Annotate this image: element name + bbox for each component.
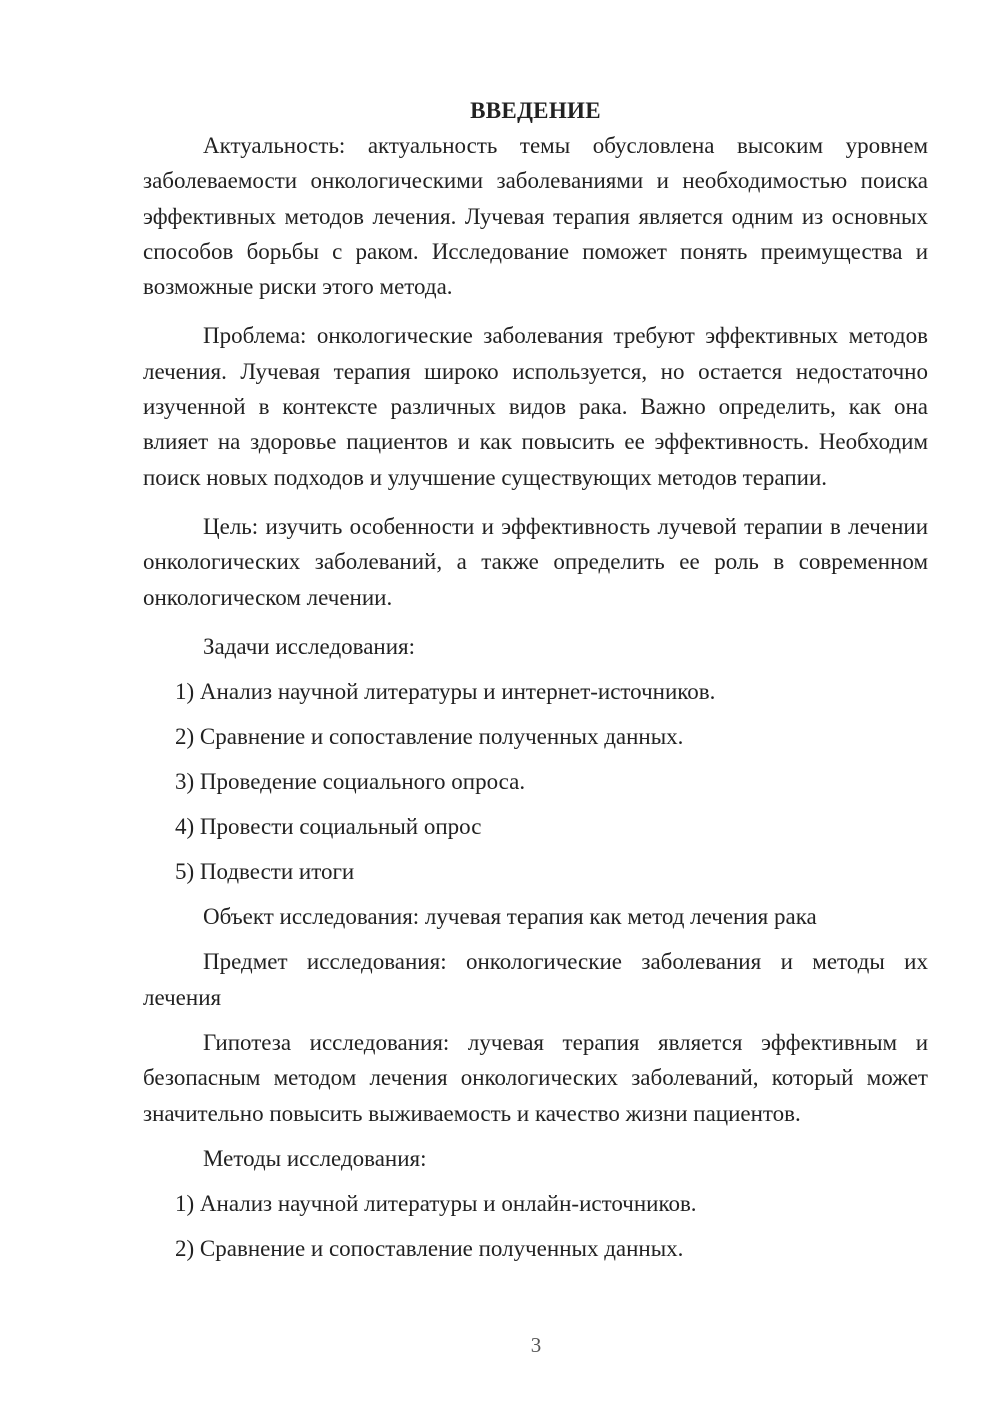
methods-heading: Методы исследования: [203, 1145, 427, 1171]
hypothesis-paragraph: Гипотеза исследования: лучевая терапия является эффективным и безопасным методом лечения онкологических заболеваний, который может значительно повысить выживаемость и качество жизни пациентов. [143, 1030, 928, 1126]
list-item: 4) Провести социальный опрос [175, 814, 482, 840]
subject-paragraph: Предмет исследования: онкологические заболевания и методы их лечения [143, 949, 928, 1010]
relevance-paragraph: Актуальность: актуальность темы обусловлена высоким уровнем заболеваемости онкологическими заболеваниями и необходимостью поиска эффективных методов лечения. Лучевая терапия является одним из основных способов борьбы с раком. Исследование поможет понять преимущества и возможные риски этого метода. [143, 133, 928, 300]
problem-paragraph: Проблема: онкологические заболевания требуют эффективных методов лечения. Лучевая терапия широко используется, но остается недостаточно изученной в контексте различных видов рака. Важно определить, как она влияет на здоровье пациентов и как повысить ее эффективность. Необходим поиск новых подходов и улучшение существующих методов терапии. [143, 323, 928, 490]
list-item: 1) Анализ научной литературы и онлайн-источников. [175, 1191, 697, 1217]
methods-list [143, 1186, 928, 1266]
list-item: 2) Сравнение и сопоставление полученных данных. [175, 724, 684, 750]
list-item: 1) Анализ научной литературы и интернет-источников. [175, 679, 716, 705]
list-item: 5) Подвести итоги [175, 859, 355, 885]
list-item: 2) Сравнение и сопоставление полученных данных. [175, 1236, 684, 1262]
tasks-heading: Задачи исследования: [203, 633, 416, 659]
section-title: ВВЕДЕНИЕ [470, 98, 601, 123]
list-item: 3) Проведение социального опроса. [175, 769, 526, 795]
goal-paragraph: Цель: изучить особенности и эффективность лучевой терапии в лечении онкологических заболеваний, а также определить ее роль в современном онкологическом лечении. [143, 513, 928, 610]
page-number: 3 [530, 1333, 542, 1357]
object-paragraph: Объект исследования: лучевая терапия как метод лечения рака [203, 904, 817, 930]
tasks-list [143, 674, 928, 889]
document-page [143, 93, 928, 1266]
